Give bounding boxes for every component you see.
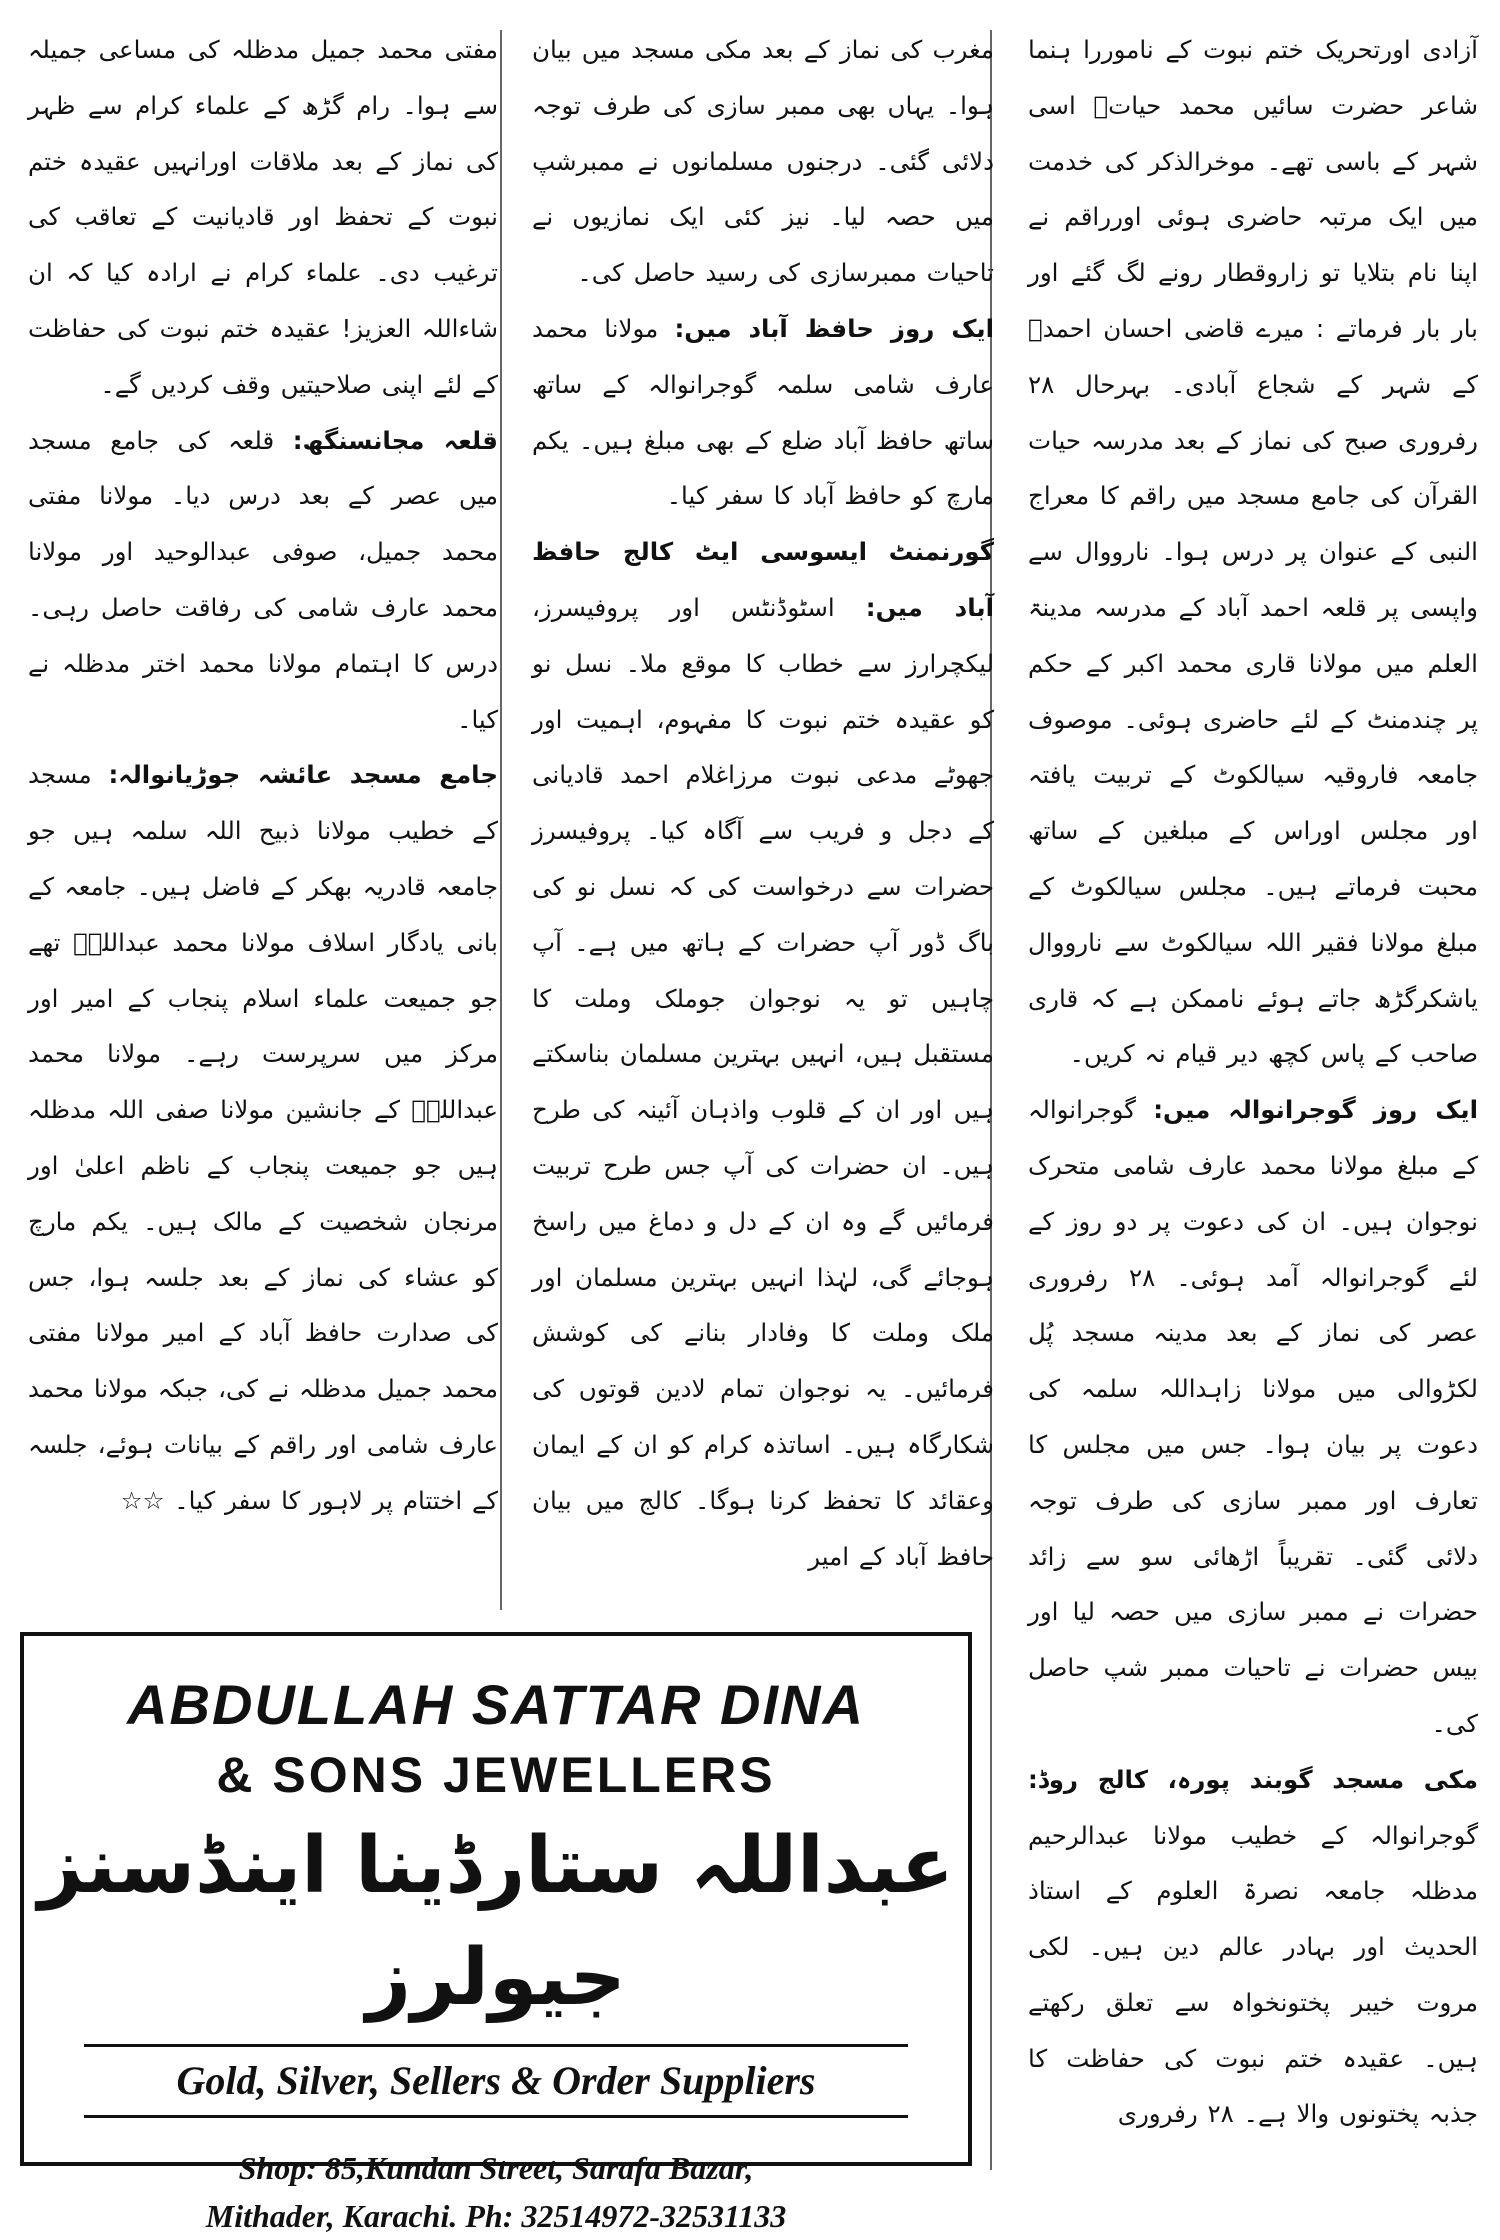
- paragraph: [1028, 1752, 1478, 2143]
- paragraph-text: مولانا محمد عارف شامی سلمہ گوجرانوالہ کے ساتھ ساتھ حافظ آباد ضلع کے بھی مبلغ ہیں۔ یکم مارچ کو حافظ آباد کا سفر کیا۔: [532, 313, 994, 511]
- paragraph: [532, 524, 994, 1584]
- section-heading: مکی مسجد گوبند پورہ، کالج روڈ:: [1028, 1764, 1478, 1794]
- jeweller-advertisement: [20, 1632, 972, 2234]
- paragraph-text: گوجرانوالہ کے خطیب مولانا عبدالرحیم مدظلہ جامعہ نصرۃ العلوم کے استاذ الحدیث اور بہادر عالم دین ہیں۔ لکی مروت خیبر پختونخواہ سے تعلق رکھتے ہیں۔ عقیدہ ختم نبوت کی حفاظت کا جذبہ پختونوں والا ہے۔ ۲۸ رفروری: [1028, 1820, 1478, 2129]
- section-heading: ایک روز حافظ آباد میں:: [674, 313, 994, 343]
- paragraph: آزادی اورتحریک ختم نبوت کے ناموررا ہنما شاعر حضرت سائیں محمد حیاتؒ اسی شہر کے باسی تھے۔ موخرالذکر کی خدمت میں ایک مرتبہ حاضری ہوئی اورراقم نے اپنا نام بتلایا تو زاروقطار رونے لگ گئے اور بار بار فرماتے : میرے قاضی احسان احمدؒ کے شہر کے شجاع آبادی۔ بہرحال ۲۸ رفروری صبح کی نماز کے بعد مدرسہ حیات القرآن کی جامع مسجد میں راقم کا معراج النبی کے عنوان پر درس ہوا۔ نارووال سے واپسی پر قلعہ احمد آباد کے مدرسہ مدینۃ العلم میں مولانا قاری محمد اکبر کے حکم پر چندمنٹ کے لئے حاضری ہوئی۔ موصوف جامعہ فاروقیہ سیالکوٹ کے تربیت یافتہ اور مجلس اوراس کے مبلغین کے ساتھ محبت فرماتے ہیں۔ مجلس سیالکوٹ کے مبلغ مولانا فقیر اللہ سیالکوٹ سے نارووال یاشکرگڑھ جاتے ہوئے ناممکن ہے کہ قاری صاحب کے پاس کچھ دیر قیام نہ کریں۔: [1028, 35, 1478, 1069]
- section-heading: جامع مسجد عائشہ جوڑیانوالہ:: [108, 760, 498, 790]
- ad-contact: Mithader, Karachi. Ph: 32514972-32531133: [205, 2198, 787, 2234]
- paragraph-text: مسجد کے خطیب مولانا ذبیح اللہ سلمہ ہیں جو جامعہ قادریہ بھکر کے فاضل ہیں۔ جامعہ کے بانی یادگار اسلاف مولانا محمد عبداللہؒ تھے جو جمیعت علماء اسلام پنجاب کے امیر اور مرکز میں سرپرست رہے۔ مولانا محمد عبداللہؒ کے جانشین مولانا صفی اللہ مدظلہ ہیں جو جمیعت پنجاب کے ناظم اعلیٰ اور مرنجان شخصیت کے مالک ہیں۔ یکم مارچ کو عشاء کی نماز کے بعد جلسہ ہوا، جس کی صدارت حافظ آباد کے امیر مولانا مفتی محمد جمیل مدظلہ نے کی، جبکہ مولانا محمد عارف شامی اور راقم کے بیانات ہوئے، جلسہ کے اختتام پر لاہور کا سفر کیا۔ ☆☆: [28, 760, 498, 1515]
- paragraph: [532, 301, 994, 524]
- paragraph: مغرب کی نماز کے بعد مکی مسجد میں بیان ہوا۔ یہاں بھی ممبر سازی کی طرف توجہ دلائی گئی۔ درجنوں مسلمانوں نے ممبرشپ میں حصہ لیا۔ نیز کئی ایک نمازیوں نے تاحیات ممبرسازی کی رسید حاصل کی۔: [532, 35, 994, 288]
- article-column-right: [1028, 22, 1478, 2182]
- ad-tagline: Gold, Silver, Sellers & Order Suppliers: [84, 2044, 908, 2118]
- article-column-left: [28, 22, 498, 1622]
- article-column-middle: [532, 22, 994, 1622]
- paragraph: مفتی محمد جمیل مدظلہ کی مساعی جمیلہ سے ہوا۔ رام گڑھ کے علماء کرام سے ظہر کی نماز کے بعد ملاقات اورانہیں عقیدہ ختم نبوت کے تحفظ اور قادیانیت کے تعاقب کی ترغیب دی۔ علماء کرام نے ارادہ کیا کہ ان شاءاللہ العزیز! عقیدہ ختم نبوت کی حفاظت کے لئے اپنی صلاحیتیں وقف کردیں گے۔: [28, 35, 498, 399]
- ad-shop-address: Shop: 85,Kundan Street, Sarafa Bazar,: [238, 2150, 754, 2186]
- section-heading: ایک روز گوجرانوالہ میں:: [1153, 1095, 1478, 1125]
- paragraph-text: اسٹوڈنٹس اور پروفیسرز، لیکچرارز سے خطاب کا موقع ملا۔ نسل نو کو عقیدہ ختم نبوت کا مفہوم، اہمیت اور جھوٹے مدعی نبوت مرزاغلام احمد قادیانی کے دجل و فریب سے آگاہ کیا۔ پروفیسرز حضرات سے درخواست کی کہ نسل نو کی باگ ڈور آپ حضرات کے ہاتھ میں ہے۔ آپ چاہیں تو یہ نوجوان جوملک وملت کا مستقبل ہیں، انہیں بہترین مسلمان بناسکتے ہیں اور ان کے قلوب واذہان آئینہ کی طرح ہیں۔ ان حضرات کی آپ جس طرح تربیت فرمائیں گے وہ ان کے دل و دماغ میں راسخ ہوجائے گی، لہٰذا انہیں بہترین مسلمان اور ملک وملت کا وفادار بنانے کی کوشش فرمائیں۔ یہ نوجوان تمام لادین قوتوں کی شکارگاہ ہیں۔ اساتذہ کرام کو ان کے ایمان وعقائد کا تحفظ کرنا ہوگا۔ کالج میں بیان حافظ آباد کے امیر: [532, 592, 994, 1571]
- paragraph: [28, 747, 498, 1528]
- ad-urdu-name: عبداللہ ستارڈینا اینڈسنز جیولرز: [38, 1821, 954, 2023]
- ad-business-name: ABDULLAH SATTAR DINA: [127, 1673, 865, 1736]
- ad-business-name-line2: & SONS JEWELLERS: [216, 1747, 776, 1803]
- paragraph: [1028, 1082, 1478, 1752]
- paragraph-text: قلعہ کی جامع مسجد میں عصر کے بعد درس دیا۔ مولانا مفتی محمد جمیل، صوفی عبدالوحید اور مولانا محمد عارف شامی کی رفاقت حاصل رہی۔ درس کا اہتمام مولانا محمد اختر مدظلہ نے کیا۔: [28, 425, 498, 734]
- paragraph-text: گوجرانوالہ کے مبلغ مولانا محمد عارف شامی متحرک نوجوان ہیں۔ ان کی دعوت پر دو روز کے لئے گوجرانوالہ آمد ہوئی۔ ۲۸ رفروری عصر کی نماز کے بعد مدینہ مسجد پُل لکڑوالی میں مولانا زاہداللہ سلمہ کی دعوت پر بیان ہوا۔ جس میں مجلس کا تعارف اور ممبر سازی کی طرف توجہ دلائی گئی۔ تقریباً اڑھائی سو سے زائد حضرات نے ممبر سازی میں حصہ لیا اور بیس حضرات نے تاحیات ممبر شپ حاصل کی۔: [1028, 1095, 1478, 1738]
- paragraph: [28, 413, 498, 748]
- section-heading: قلعہ مجانسنگھ:: [292, 425, 498, 455]
- section-heading: گورنمنٹ ایسوسی ایٹ کالج حافظ آباد میں:: [532, 537, 994, 622]
- column-divider: [500, 30, 502, 1610]
